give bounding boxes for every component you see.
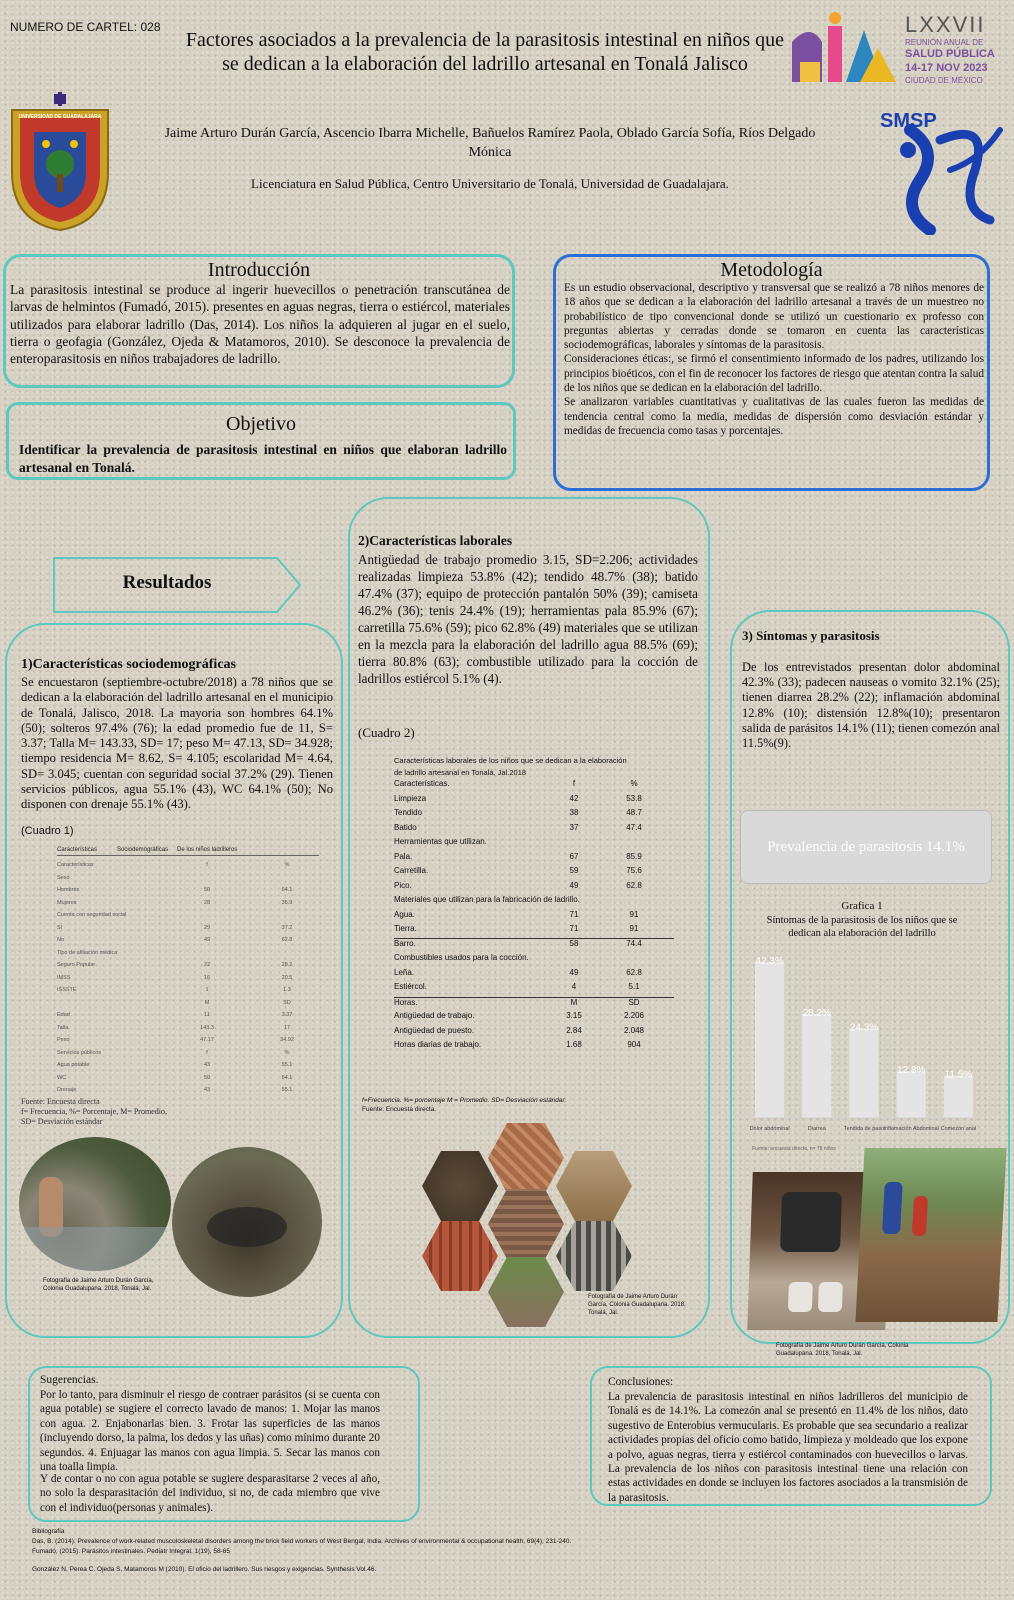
cuadro1-cell: Drenaje <box>57 1087 77 1093</box>
cuadro2-row <box>394 852 674 867</box>
cuadro1-header: Características <box>57 847 98 853</box>
photo-children-working <box>855 1148 1006 1322</box>
cuadro2-cell: 91 <box>629 909 639 919</box>
cuadro2-row <box>394 881 674 896</box>
cuadro1-cell: Cuenta con seguridad social <box>57 912 127 918</box>
introduccion-title: Introducción <box>207 259 311 281</box>
cuadro1-cell: 16 <box>203 974 211 981</box>
sugerencias-p2: Y de contar o no con agua potable se sugiere desparasitarse 2 veces al año, no solo la desparasitación del individuo, si no, de cada miembro que vive con el individuo(personas y animales). <box>40 1473 380 1514</box>
sec1-title: 1)Características sociodemográficas <box>21 657 236 672</box>
event-logo-line4: CIUDAD DE MÉXICO <box>905 76 983 85</box>
cuadro2-cell: f <box>572 779 576 788</box>
cuadro1-cell: ISSSTE <box>57 987 77 993</box>
cuadro2-cell: Pico. <box>394 880 412 890</box>
cuadro2-cell: Barro. <box>394 938 416 948</box>
cuadro2-cell: M <box>570 997 578 1007</box>
cuadro2-cell: 48.7 <box>626 808 642 817</box>
photo-brick-rows <box>488 1123 564 1193</box>
cuadro1-cell: f <box>206 1049 208 1056</box>
cuadro2-cell: Características. <box>394 779 450 788</box>
cuadro2-cell: 58 <box>569 938 579 948</box>
cuadro2-cell: 3.15 <box>566 1011 582 1020</box>
event-logo <box>790 12 1005 92</box>
cuadro2-cell: Herramientas que utilizan. <box>394 837 487 846</box>
cuadro1-cell: Características <box>57 862 94 868</box>
cuadro2-cell: SD <box>628 997 640 1007</box>
cuadro1-cell: 22 <box>203 962 211 968</box>
cuadro1-cell: Sexo <box>57 874 70 881</box>
bibliografia <box>32 1527 632 1575</box>
cuadro2-row <box>394 982 674 997</box>
cuadro2-cell: Tendido <box>394 808 423 817</box>
cuadro1-cell: Sí <box>57 924 63 931</box>
chart-bar <box>897 1071 926 1118</box>
photo-dirt-pile <box>556 1151 632 1221</box>
photo-brick-molds <box>556 1221 632 1291</box>
cuadro1-note: Fuente: Encuesta directa <box>21 1097 100 1106</box>
cuadro1-cell: 1.3 <box>283 987 291 993</box>
cuadro2-row <box>394 1040 674 1055</box>
chart-category-label: Diarrea <box>807 1126 826 1132</box>
cuadro2-cell: Carretilla. <box>394 866 429 875</box>
cuadro2-cell: Limpieza <box>394 793 427 803</box>
cuadro2-table <box>394 779 674 1055</box>
udg-logo-text: UNIVERSIDAD DE GUADALAJARA <box>18 114 102 120</box>
cuadro2-cell: 47.4 <box>626 822 642 832</box>
cuadro2-cell: Combustibles usados para la cocción. <box>394 953 529 962</box>
cuadro2-cell: 62.8 <box>626 967 642 977</box>
event-logo-line3: 14-17 NOV 2023 <box>905 62 988 74</box>
bibliografia-ref: González N, Perea C. Ojeda S, Matamoros M (2010). El oficio del ladrillero. Sus riesgos y exigencias. Synthesis Vol.46. <box>32 1566 377 1573</box>
cuadro1-row <box>57 937 319 950</box>
cuadro1-cell: 49 <box>203 937 211 943</box>
cuadro1-row <box>57 1050 319 1063</box>
metodologia-p2: Consideraciones éticas:, se firmó el consentimiento informado de los padres, utilizando los principios bioéticos, con el fin de reconocer los factores de riesgo que atentan contra la salud de los niños que se dedican en la elaboración del ladrillo. <box>564 353 984 395</box>
cuadro1-cell: No <box>57 937 65 943</box>
cuadro1-cell: Peso <box>57 1037 70 1043</box>
cuadro2-cell: 2.048 <box>623 1025 645 1035</box>
cuadro1-cell: 64.1 <box>281 887 293 893</box>
cuadro1-cell: 47.17 <box>200 1037 214 1043</box>
cuadro1-cell: 11 <box>204 1012 210 1018</box>
cuadro2-cell: 59 <box>569 866 579 875</box>
cuadro2-cell: 2.206 <box>623 1011 645 1020</box>
cuadro2-row <box>394 953 674 968</box>
sugerencias-p1: Por lo tanto, para disminuir el riesgo de contraer parásitos (si se cuenta con agua potable) se sugiere el correcto lavado de manos: 1. Mojar las manos con agua. 2. Enjabonarlas bien. 3. Frotar las superficies de las manos (incluyendo dorso, la palma, los dedos y las uñas) como mínimo durante 20 segundos. 4. Enjuagar las manos con agua limpia. 5. Secar las manos con una toalla limpia. <box>40 1389 380 1474</box>
cuadro1-row <box>57 1012 319 1025</box>
cuadro2-row <box>394 837 674 852</box>
cuadro2-cell: Estiércol. <box>394 982 427 991</box>
cuadro2-note: Fuente: Encuesta directa. <box>362 1106 437 1113</box>
metodologia-text <box>564 281 984 438</box>
cuadro2-title: Características laborales de los niños que se dedican a la elaboración de ladrillo artesanal en Tonalá, Jal.2018 <box>394 756 627 777</box>
cuadro2-cell: Antigüedad de puesto. <box>394 1025 475 1035</box>
sec1-box <box>5 623 343 1338</box>
cuadro1-row <box>57 1000 319 1013</box>
cuadro1-row <box>57 987 319 1000</box>
cuadro1-cell: 17 <box>283 1024 291 1031</box>
cuadro1-cell: IMSS <box>57 974 71 981</box>
cuadro1-cell: 1 <box>205 987 209 993</box>
cuadro2-cell: 38 <box>569 808 579 817</box>
photo-soil <box>422 1151 498 1221</box>
cuadro2-cell: Leña. <box>394 967 415 977</box>
cuadro1-cell: 37.2 <box>281 924 293 931</box>
photo-worker <box>488 1257 564 1327</box>
cuadro1-cell: 50 <box>203 1074 211 1081</box>
sec1-text: Se encuestaron (septiembre-octubre/2018) a 78 niños que se dedican a la elaboración del ladrillo artesanal en el municipio de Tonalá, Jalisco, 2018. La mayoria son hombres 64.1% (50); solteros 97.4% (76); la edad promedio fue de 11, S= 3.37; Talla M= 143.33, SD= 17; peso M= 47.13, SD= 34.928; tiempo residencia M= 8.62, S= 4.105; escolaridad M= 4.64, SD= 3.045; cuentan con seguridad social 37.2% (29). Tienen servicios públicos, agua 55.1% (43), WC 64.1% (50); No disponen con drenaje 55.1% (43). <box>21 675 333 812</box>
chart-bar <box>755 962 784 1118</box>
cuadro1-cell: 28 <box>203 899 211 906</box>
photo2-caption: Fotografía de Jaime Arturo Durán García, Colonia Guadalupana. 2018, Tonalá, Jal. <box>588 1294 686 1316</box>
cuadro2-cell: 91 <box>629 924 639 933</box>
cuadro2-row <box>394 779 674 794</box>
cuadro2-cell: 5.1 <box>628 982 640 991</box>
cuadro2-cell: Materiales que utilizan para la fabricación de ladrillo. <box>394 895 580 904</box>
cuadro1-cell: 3.37 <box>281 1012 293 1018</box>
cuadro2-cell: Antigüedad de trabajo. <box>394 1011 475 1020</box>
photo-brick-stack <box>488 1189 564 1259</box>
cuadro1-cell: Edad <box>57 1012 70 1018</box>
cuadro2-cell: 85.9 <box>626 851 642 861</box>
cuadro2-cell: Pala. <box>394 851 413 861</box>
cuadro2-cell: 49 <box>569 967 579 977</box>
bibliografia-ref: Fumadó, (2015). Parásitos intestinales. Pediatr Integral, 1(19), 58-65 <box>32 1548 230 1555</box>
objetivo-box <box>6 402 516 480</box>
objetivo-text: Identificar la prevalencia de parasitosis intestinal en niños que elaboran ladrillo artesanal en Tonalá. <box>19 442 507 475</box>
sec2-text: Antigüedad de trabajo promedio 3.15, SD=2.206; actividades realizadas limpieza 53.8% (42); tendido 48.7% (38); batido 47.4% (37); equipo de protección pantalón 50% (39); camiseta 46.2% (36); tenis 24.4% (19); herramientas pala 85.9% (67); carretilla 75.6% (59); pico 62.8% (49) materiales que se utilizan en la mezcla para la elaboración del ladrillo agua 88.5% (69); tierra 80.8% (63); combustible utilizado para la cocción de ladrillos estiércol 5.1% (4). <box>358 552 698 686</box>
metodologia-p3: Se analizaron variables cuantitativas y cualitativas de las cuales fueron las medidas de tendencia central como la media, medidas de dispersión como desviación estándar y medidas de frecuencia como tasas y porcentajes. <box>564 396 984 437</box>
introduccion-text: La parasitosis intestinal se produce al ingerir huevecillos o penetración transcutánea de larvas de helmintos (Fumadó, 2015). presentes en aguas negras, tierra o estiércol, materiales utilizados para elaborar ladrillo (Das, 2014). Los niños la adquieren al jugar en el suelo, tierra o geofagia (González, Ojeda & Matamoros, 2010). Se desconoce la prevalencia de enteroparasitosis en niños trabajadores de ladrillo. <box>10 282 510 367</box>
cuadro1-cell: 35.9 <box>281 899 293 906</box>
cuadro1-row <box>57 975 319 988</box>
cuadro1-cell: 55.1 <box>281 1062 293 1068</box>
cuadro1-header: Sociodemográficas <box>117 847 169 853</box>
poster-number: NUMERO DE CARTEL: 028 <box>10 20 161 34</box>
photo-kiln <box>422 1221 498 1291</box>
cuadro2-row <box>394 1011 674 1026</box>
cuadro1-cell <box>257 875 317 888</box>
cuadro2-cell: 904 <box>627 1040 641 1049</box>
cuadro1-row <box>57 1025 319 1038</box>
sugerencias-title: Sugerencias. <box>40 1374 99 1386</box>
cuadro2-row <box>394 910 674 925</box>
conclusiones-box <box>590 1366 992 1506</box>
cuadro1-row <box>57 875 319 888</box>
cuadro1-cell: % <box>284 1049 290 1056</box>
cuadro2-row <box>394 823 674 838</box>
chart-value-label: 28.2% <box>802 1007 831 1019</box>
cuadro1-row <box>57 862 319 875</box>
cuadro2-cell: Tierra. <box>394 924 417 933</box>
objetivo-title: Objetivo <box>226 413 296 435</box>
cuadro2-note: f=Frecuencia. %= porcentaje M = Promedio. SD= Desviación estándar. <box>362 1097 567 1104</box>
photo1-caption: Fotografía de Jaime Arturo Durán García, Colonia Guadalupana. 2018, Tonalá, Jal. <box>43 1278 154 1292</box>
cuadro2-row <box>394 866 674 881</box>
poster-title: Factores asociados a la prevalencia de la parasitosis intestinal en niños que se dedican a la elaboración del ladrillo artesanal en Tonalá Jalisco <box>185 29 785 75</box>
cuadro2-row <box>394 997 674 1012</box>
cuadro1-cell <box>57 1000 157 1013</box>
cuadro2-cell: % <box>630 779 638 788</box>
cuadro1-cell: 43 <box>203 1087 211 1093</box>
event-logo-line2: SALUD PÚBLICA <box>905 48 995 60</box>
cuadro2-cell: 42 <box>569 793 579 803</box>
cuadro1-cell <box>157 912 257 925</box>
resultados-banner <box>52 556 302 614</box>
cuadro2-cell: 62.8 <box>626 880 642 890</box>
conclusiones-title: Conclusiones: <box>608 1376 674 1388</box>
cuadro2-cell: 49 <box>569 880 579 890</box>
cuadro1-row <box>57 1075 319 1088</box>
cuadro2-cell: 53.8 <box>626 793 642 803</box>
cuadro1-row <box>57 900 319 913</box>
cuadro2-cell <box>631 953 674 968</box>
cuadro2-row <box>394 895 674 910</box>
sec3-text: De los entrevistados presentan dolor abdominal 42.3% (33); padecen nauseas o vomito 32.1% (25); tienen diarrea 28.2% (22); inflamación abdominal 12.8% (10); distensión 12.8%(10); presentaron salida de parásitos 14.1% (11); tienen comezón anal 11.5%(9). <box>742 660 1000 751</box>
cuadro2-cell: 74.4 <box>626 938 642 948</box>
cuadro1-row <box>57 887 319 900</box>
cuadro1-row <box>57 962 319 975</box>
metodologia-p1: Es un estudio observacional, descriptivo y transversal que se realizó a 78 niños menores de 18 años que se dedican a la elaboración del ladrillo artesanal a través de un muestreo no probabilístico de tipo convencional donde se utilizó un cuestionario ex professo con preguntas abiertas y cerradas donde se tomaron en cuenta las características sociodemográficas, laborales y síntomas de la parasitosis. <box>564 282 984 352</box>
introduccion-box <box>3 254 515 388</box>
event-logo-line1: REUNIÓN ANUAL DE <box>905 38 984 47</box>
cuadro1-cell <box>257 950 317 963</box>
affiliation: Licenciatura en Salud Pública, Centro Universitario de Tonalá, Universidad de Guadalajara. <box>251 176 729 191</box>
chart-category-label: Comezón anal <box>940 1126 977 1132</box>
photo-children-water <box>19 1137 171 1271</box>
chart-bar <box>944 1076 973 1118</box>
photo3-caption: Fotografía de Jaime Arturo Durán García, Colonia Guadalupana. 2018, Tonalá, Jal. <box>776 1343 909 1357</box>
conclusiones-text: La prevalencia de parasitosis intestinal en niños ladrilleros del municipio de Tonalá es de 14.1%. La comezón anal se presentó en 11.4% de los niños, dato sugestivo de Enterobius vermucularis. Es probable que sea secundario a realizar actividades propias del oficio como batido, limpieza y moldeado que los expone a polvo, aguas negras, tierra y estiércol contaminados con huevecillos o larvas. La prevalencia de los niños con parasitosis intestinal tiene una relación con estas actividades en donde se incluyen los factores asociados a la transmisión de la parasitosis. <box>608 1391 968 1504</box>
cuadro2-row <box>394 924 674 939</box>
prevalencia-box <box>740 810 992 884</box>
chart-value-label: 24.3% <box>849 1022 879 1034</box>
cuadro1-row <box>57 925 319 938</box>
sec3-box <box>730 610 1010 1357</box>
cuadro1-header: De los niños ladrilleros <box>177 847 238 853</box>
bibliografia-title: Bibliografía <box>32 1528 65 1535</box>
cuadro1-cell: Seguro Popular <box>57 962 96 968</box>
cuadro1-cell: Servicios públicos <box>57 1049 102 1056</box>
cuadro1-cell: % <box>284 862 290 868</box>
authors: Jaime Arturo Durán García, Ascencio Ibarra Michelle, Bañuelos Ramírez Paola, Oblado García Sofía, Ríos Delgado Mónica <box>164 126 816 160</box>
cuadro2-row <box>394 1026 674 1041</box>
resultados-title: Resultados <box>122 572 212 593</box>
cuadro1-cell: 28.2 <box>281 962 293 968</box>
cuadro1-cell: 43 <box>203 1062 211 1068</box>
cuadro1-cell: SD <box>283 999 291 1006</box>
chart-category-label: Dolor abdominal <box>749 1126 790 1132</box>
cuadro1-cell: 143.3 <box>200 1024 214 1031</box>
cuadro2-row <box>394 939 674 954</box>
cuadro1-row <box>57 912 319 925</box>
cuadro1-row <box>57 1062 319 1075</box>
sugerencias-box <box>28 1366 420 1522</box>
chart-value-label: 42.3% <box>755 955 784 967</box>
cuadro2-row <box>394 794 674 809</box>
photo-mud-pool <box>172 1147 322 1297</box>
cuadro1-row <box>57 1037 319 1050</box>
cuadro1-cell: f <box>206 862 208 868</box>
chart-source: Fuente: encuesta directa, n= 78 niños <box>752 1146 836 1152</box>
cuadro1-cell: 29 <box>203 924 211 931</box>
cuadro1-cell: Talla <box>57 1024 69 1031</box>
cuadro1-cell: 20.5 <box>281 974 293 981</box>
cuadro2-cell: 37 <box>569 822 579 832</box>
cuadro2-cell: 75.6 <box>626 866 642 875</box>
cuadro2-cell <box>588 953 631 968</box>
chart-subtitle: Síntomas de la parasitosis de los niños que se dedican ala elaboración del ladrillo <box>766 915 958 939</box>
cuadro1-cell: Agua potable <box>57 1062 90 1068</box>
cuadro2-cell: 67 <box>569 851 579 861</box>
cuadro2-cell: Agua. <box>394 909 415 919</box>
cuadro1-cell: M <box>204 999 210 1006</box>
cuadro1-note: SD= Desviación estándar <box>21 1117 103 1126</box>
cuadro2-label: (Cuadro 2) <box>358 725 415 740</box>
cuadro2-cell <box>588 895 631 910</box>
cuadro2-cell: 71 <box>569 924 579 933</box>
cuadro1-cell <box>157 950 257 963</box>
cuadro1-cell: 62.8 <box>281 937 293 943</box>
prevalencia-text: Prevalencia de parasitosis 14.1% <box>767 839 965 855</box>
cuadro1-cell: 50 <box>203 887 211 893</box>
cuadro1-cell: Tipo de afiliación médica <box>57 949 118 956</box>
chart-value-label: 12.8% <box>897 1064 926 1076</box>
chart-title: Grafica 1 <box>841 900 883 912</box>
metodologia-title: Metodología <box>720 259 823 281</box>
smsp-logo-text: SMSP <box>880 110 937 132</box>
udg-logo <box>8 92 112 232</box>
cuadro1-cell <box>157 875 257 888</box>
event-logo-number: LXXVII <box>905 12 986 37</box>
cuadro2-cell: Batido <box>394 822 417 832</box>
cuadro2-cell: 71 <box>569 909 579 919</box>
cuadro1-cell: Hombres <box>57 887 80 893</box>
cuadro2-row <box>394 808 674 823</box>
chart-category-label: Tendida de paso <box>843 1126 885 1132</box>
metodologia-box <box>553 254 990 491</box>
cuadro2-cell: 4 <box>571 982 577 991</box>
cuadro1-cell: 34.92 <box>280 1037 294 1043</box>
sec2-title: 2)Características laborales <box>358 533 513 548</box>
cuadro2-cell: 2.84 <box>566 1025 582 1035</box>
chart-category-label: Inflamación Abdominal <box>883 1126 939 1132</box>
cuadro1-note: f= Frecuencia, %= Porcentaje, M= Promedio, <box>21 1107 167 1116</box>
cuadro1-label: (Cuadro 1) <box>21 825 74 837</box>
cuadro1-cell: Mujeres <box>57 899 77 906</box>
chart-bar <box>802 1014 831 1118</box>
sec2-box <box>348 497 710 1338</box>
chart-bar <box>849 1028 878 1118</box>
chart-value-label: 11.5% <box>944 1069 973 1081</box>
cuadro2-cell <box>631 895 674 910</box>
cuadro2-cell <box>588 837 631 852</box>
cuadro1-row <box>57 950 319 963</box>
cuadro2-cell <box>631 837 674 852</box>
cuadro1-cell: 55.1 <box>281 1087 293 1093</box>
cuadro2-row <box>394 968 674 983</box>
cuadro1-cell: 64.1 <box>281 1074 293 1081</box>
cuadro1-table <box>57 847 319 1100</box>
cuadro2-cell: Horas. <box>394 997 418 1007</box>
cuadro2-cell: 1.68 <box>566 1040 582 1049</box>
cuadro1-cell <box>257 912 317 925</box>
sec3-title: 3) Síntomas y parasitosis <box>742 628 880 643</box>
cuadro2-cell: Horas diarias de trabajo. <box>394 1040 482 1049</box>
symptoms-bar-chart <box>732 942 992 1142</box>
smsp-logo <box>880 110 1010 235</box>
cuadro1-cell: WC <box>57 1074 67 1081</box>
bibliografia-ref: Das, B. (2014). Prevalence of work-related musculoskeletal disorders among the brick field workers of West Bengal, India. Archives of environmental & occupational health, 69(4), 231-240. <box>32 1538 572 1545</box>
